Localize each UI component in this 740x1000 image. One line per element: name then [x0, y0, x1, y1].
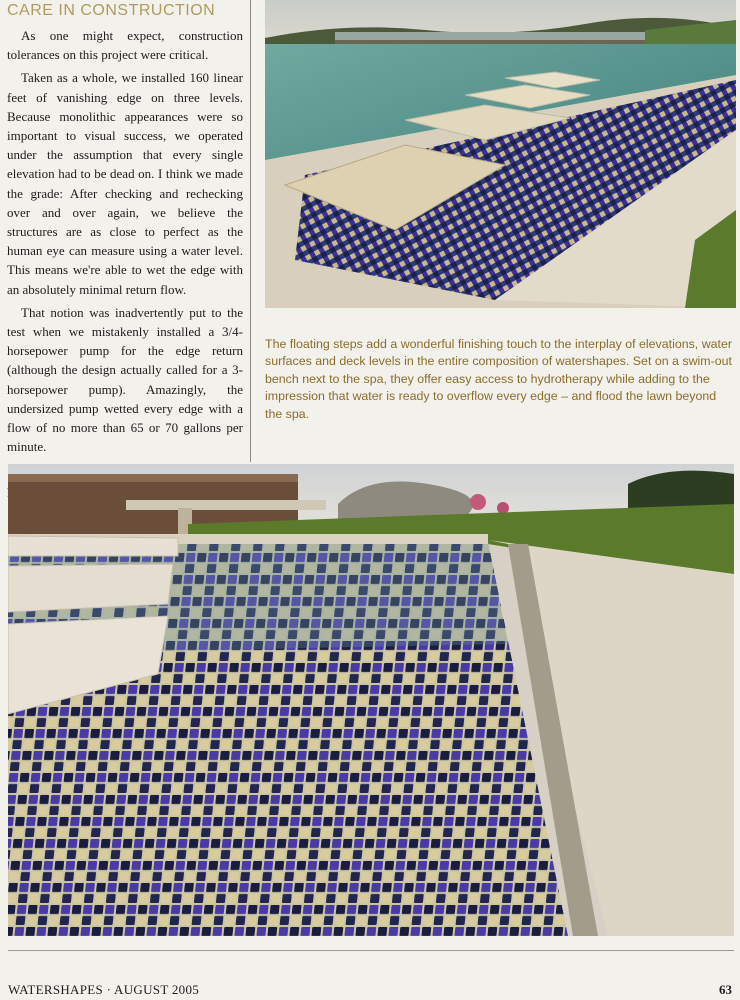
- photo-floating-steps: [265, 0, 736, 308]
- article-paragraph: That notion was inadvertently put to the test when we mistakenly installed a 3/4-horsepower pump for the edge return (although the design actually called for a 3-horsepower pump). Amazingly, the undersized pump wetted every edge with a flow of no more than 65 or 70 gallons per minute.: [7, 304, 243, 455]
- footer-rule: [8, 950, 734, 951]
- footer-publication: WATERSHAPES · AUGUST 2005: [8, 982, 200, 997]
- photo-caption: The floating steps add a wonderful finishing touch to the interplay of elevations, water surfaces and deck levels in the entire composition of watershapes. Set on a swim-out bench next to the spa, they offer easy access to hydrotherapy while adding to the impression that water is ready to overflow every edge – and flood the lawn beyond the spa.: [265, 337, 732, 421]
- article-paragraph: As one might expect, construction tolerances on this project were critical.: [7, 28, 243, 63]
- article-column: [7, 26, 243, 499]
- section-title: CARE IN CONSTRUCTION: [7, 2, 216, 19]
- photo-tiled-channel: [8, 464, 734, 936]
- page-number: 63: [719, 982, 732, 997]
- article-paragraph: Taken as a whole, we installed 160 linear feet of vanishing edge on three levels. Because monolithic appearances were so important to visual success, we operated under the assumption that every single elevation had to be dead on. I think we made the grade: After checking and rechecking over and over again, we believe the structures are as close to perfect as the human eye can measure using a water level. This means we're able to wet the edge with an absolutely minimal return flow.: [7, 70, 243, 297]
- column-divider: [250, 0, 251, 462]
